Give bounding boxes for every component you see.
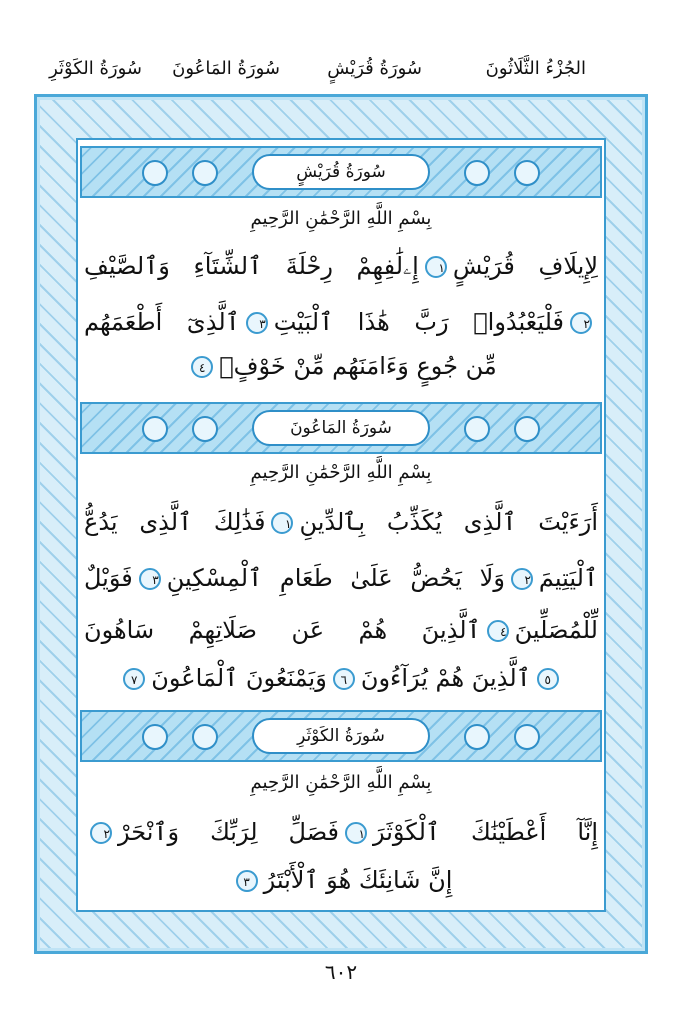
page-header xyxy=(0,58,682,92)
ayah-number: ٤ xyxy=(487,620,509,642)
ornament-icon xyxy=(514,416,540,442)
surah-title: سُورَةُ المَاعُونَ xyxy=(252,410,430,446)
header-surah-maun: سُورَةُ المَاعُونَ xyxy=(172,58,280,79)
surah-banner-kawthar xyxy=(80,710,602,762)
ornament-icon xyxy=(514,160,540,186)
basmala: بِسْمِ اللَّهِ الرَّحْمَٰنِ الرَّحِيمِ xyxy=(250,772,432,793)
page-number: ٦٠٢ xyxy=(324,960,358,984)
ayah-number: ١ xyxy=(425,256,447,278)
header-surah-kawthar: سُورَةُ الكَوْثَرِ xyxy=(49,58,142,79)
surah-title: سُورَةُ الكَوْثَرِ xyxy=(252,718,430,754)
header-surah-quraysh: سُورَةُ قُرَيْشٍ xyxy=(327,58,422,79)
verse-line: ٥ٱلَّذِينَ هُمْ يُرَآءُونَ٦وَيَمْنَعُونَ ٱلْمَاعُونَ٧ xyxy=(84,664,598,692)
verse-line: لِّلْمُصَلِّينَ٤ٱلَّذِينَ هُمْ عَن صَلَاتِهِمْ سَاهُونَ xyxy=(84,616,598,644)
ornament-icon xyxy=(464,724,490,750)
ornament-icon xyxy=(192,724,218,750)
ornament-icon xyxy=(464,160,490,186)
surah-banner-maun xyxy=(80,402,602,454)
surah-title: سُورَةُ قُرَيْشٍ xyxy=(252,154,430,190)
ayah-number: ٦ xyxy=(333,668,355,690)
ornament-icon xyxy=(142,416,168,442)
surah-banner-quraysh xyxy=(80,146,602,198)
ayah-number: ٣ xyxy=(236,870,258,892)
ornament-icon xyxy=(142,724,168,750)
verse-line: ٢فَلْيَعْبُدُوا۟ رَبَّ هَٰذَا ٱلْبَيْتِ٣ٱلَّذِىٓ أَطْعَمَهُم xyxy=(84,308,590,336)
ayah-number: ١ xyxy=(271,512,293,534)
ayah-number: ١ xyxy=(345,822,367,844)
ornament-icon xyxy=(192,160,218,186)
ornament-icon xyxy=(514,724,540,750)
ayah-number: ٥ xyxy=(537,668,559,690)
ornament-icon xyxy=(192,416,218,442)
ayah-number: ٢ xyxy=(511,568,533,590)
ayah-number: ٧ xyxy=(123,668,145,690)
ayah-number: ٤ xyxy=(191,356,213,378)
ornament-icon xyxy=(142,160,168,186)
ayah-number: ٢ xyxy=(570,312,592,334)
verse-line: إِنَّآ أَعْطَيْنَٰكَ ٱلْكَوْثَرَ١فَصَلِّ لِرَبِّكَ وَٱنْحَرْ٢ xyxy=(84,818,598,846)
ornament-icon xyxy=(464,416,490,442)
verse-line: لِإِيلَافِ قُرَيْشٍ١إِۦلَٰفِهِمْ رِحْلَةَ ٱلشِّتَآءِ وَٱلصَّيْفِ xyxy=(84,252,599,280)
verse-line: إِنَّ شَانِئَكَ هُوَ ٱلْأَبْتَرُ٣ xyxy=(84,866,598,894)
basmala: بِسْمِ اللَّهِ الرَّحْمَٰنِ الرَّحِيمِ xyxy=(250,462,432,483)
verse-line: مِّن جُوعٍ وَءَامَنَهُم مِّنْ خَوْفٍۭ٤ xyxy=(84,352,598,380)
ayah-number: ٢ xyxy=(90,822,112,844)
basmala: بِسْمِ اللَّهِ الرَّحْمَٰنِ الرَّحِيمِ xyxy=(250,208,432,229)
verse-line: ٱلْيَتِيمَ٢وَلَا يَحُضُّ عَلَىٰ طَعَامِ ٱلْمِسْكِينِ٣فَوَيْلٌ xyxy=(84,564,598,592)
ayah-number: ٣ xyxy=(246,312,268,334)
juz-title: الجُزْءُ الثَّلَاثُونَ xyxy=(485,58,586,79)
verse-line: أَرَءَيْتَ ٱلَّذِى يُكَذِّبُ بِٱلدِّينِ١فَذَٰلِكَ ٱلَّذِى يَدُعُّ xyxy=(84,508,598,536)
ayah-number: ٣ xyxy=(139,568,161,590)
